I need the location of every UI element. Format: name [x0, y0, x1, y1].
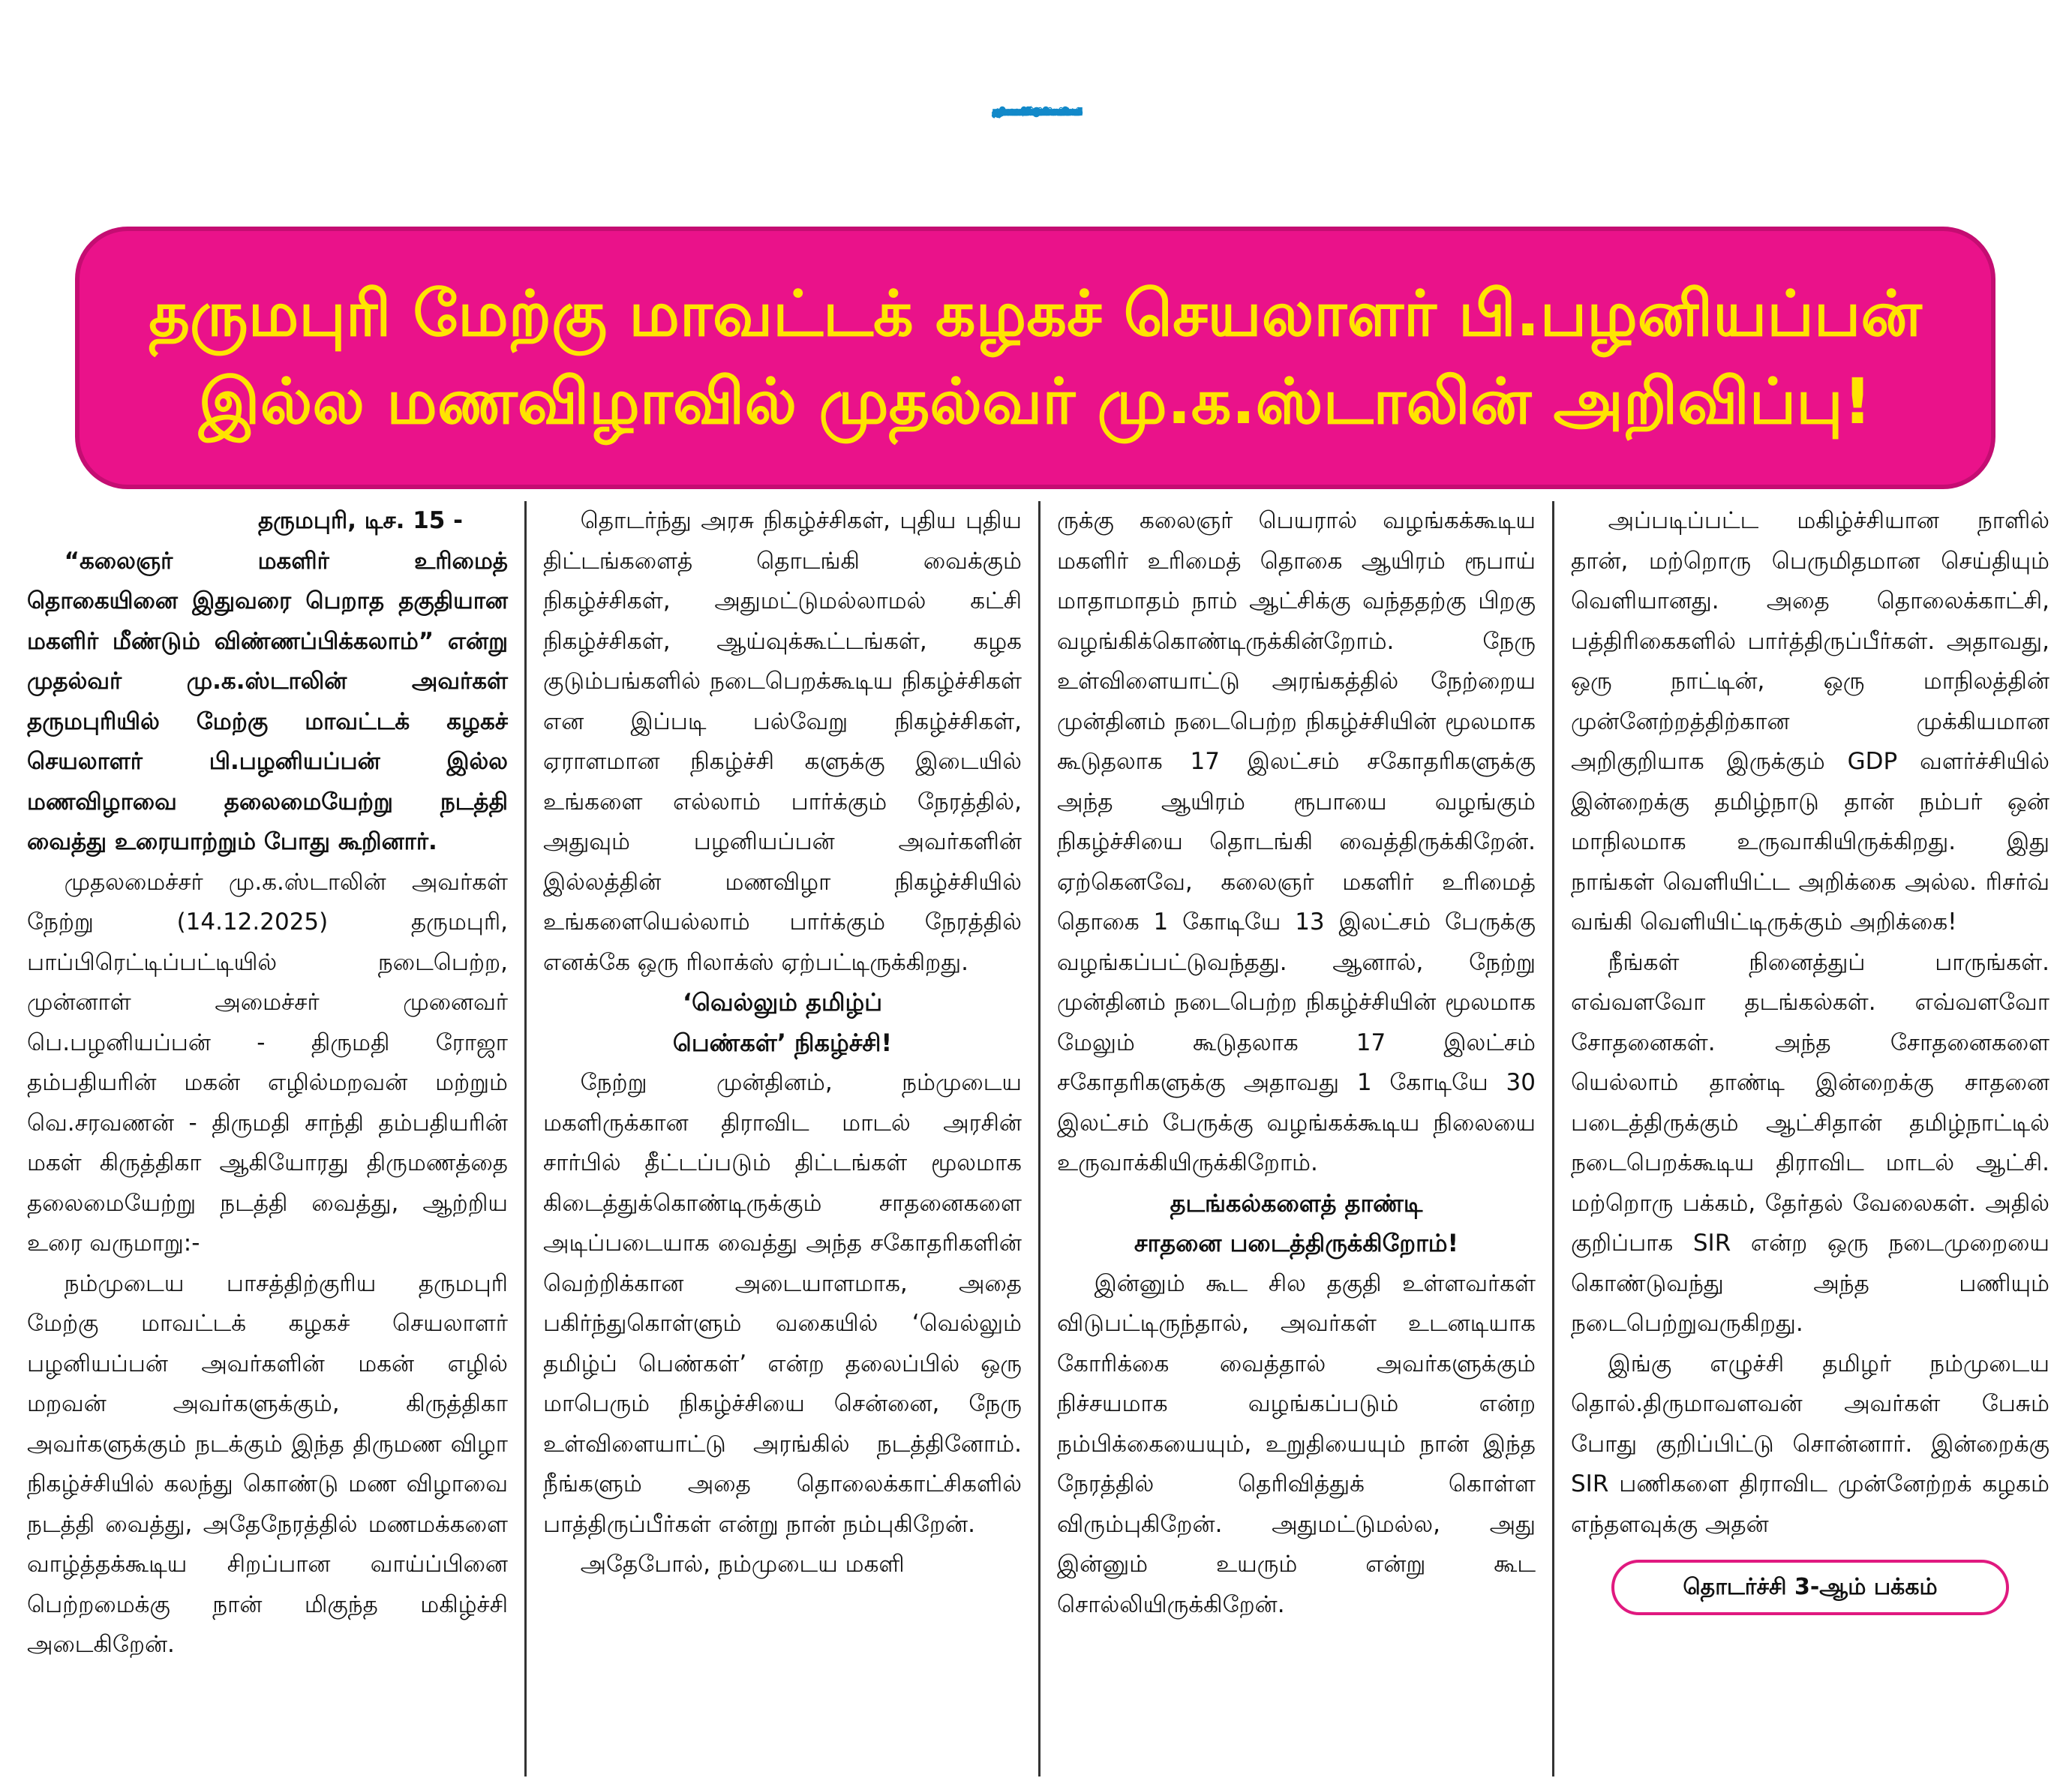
paragraph: ருக்கு கலைஞர் பெயரால் வழங்கக்கூடிய மகளிர் உரிமைத் தொகை ஆயிரம் ரூபாய் மாதாமாதம் நாம் ஆட்சிக்கு வந்ததற்கு பிறகு வழங்கிக்கொண்டிருக்கின்றோம். நேரு உள்விளையாட்டு அரங்கத்தில் நேற்றைய முன்தினம் நடைபெற்ற நிகழ்ச்சியின் மூலமாக கூடுதலாக 17 இலட்சம் சகோதரிகளுக்கு அந்த ஆயிரம் ரூபாயை வழங்கும் நிகழ்ச்சியை தொடங்கி வைத்திருக்கிறேன். ஏற்கெனவே, கலைஞர் மகளிர் உரிமைத் தொகை 1 கோடியே 13 இலட்சம் பேருக்கு வழங்கப்பட்டுவந்தது. ஆனால், நேற்று முன்தினம் நடைபெற்ற நிகழ்ச்சியின் மூலமாக மேலும் கூடுதலாக 17 இலட்சம் சகோதரிகளுக்கு அதாவது 1 கோடியே 30 இலட்சம் பேருக்கு வழங்கக்கூடிய நிலையை உருவாக்கியிருக்கிறோம்.	[1057, 507, 1536, 1176]
subheading: ‘வெல்லும் தமிழ்ப்	[682, 988, 882, 1017]
subheading: சாதனை படைத்திருக்கிறோம்!	[1134, 1229, 1459, 1257]
column-4	[1552, 501, 2066, 1776]
subheading: பெண்கள்’ நிகழ்ச்சி!	[672, 1028, 893, 1057]
paragraph: இங்கு எழுச்சி தமிழர் நம்முடைய தொல்.திருமாவளவன் அவர்கள் பேசும் போது குறிப்பிட்டு சொன்னார். இன்றைக்கு SIR பணிகளை திராவிட முன்னேற்றக் கழகம் எந்தளவுக்கு அதன்	[1571, 1350, 2049, 1538]
paragraph: நம்முடைய பாசத்திற்குரிய தருமபுரி மேற்கு மாவட்டக் கழகச் செயலாளர் பழனியப்பன் அவர்களின் மகன் எழில் மறவன் அவர்களுக்கும், கிருத்திகா அவர்களுக்கும் நடக்கும் இந்த திருமண விழா நிகழ்ச்சியில் கலந்து கொண்டு மண விழாவை நடத்தி வைத்து, அதேநேரத்தில் மணமக்களை வாழ்த்தக்கூடிய சிறப்பான வாய்ப்பினை பெற்றமைக்கு நான் மிகுந்த மகிழ்ச்சி அடைகிறேன்.	[27, 1269, 508, 1658]
main-headline: தகுதியான மகளிர் மீண்டும் விண்ணப்பிக்கலாம்!	[992, 108, 1080, 116]
dateline: தருமபுரி, டிச. 15 -	[257, 507, 463, 534]
paragraph: முதலமைச்சர் மு.க.ஸ்டாலின் அவர்கள் நேற்று (14.12.2025) தருமபுரி, பாப்பிரெட்டிப்பட்டியில் நடைபெற்ற, முன்னாள் அமைச்சர் முனைவர் பெ.பழனியப்பன் - திருமதி ரோஜா தம்பதியரின் மகன் எழில்மறவன் மற்றும் வெ.சரவணன் - திருமதி சாந்தி தம்பதியரின் மகள் கிருத்திகா ஆகியோரது திருமணத்தை தலைமையேற்று நடத்தி வைத்து, ஆற்றிய உரை வருமாறு:-	[27, 868, 508, 1257]
column-1	[11, 501, 524, 1776]
paragraph: அப்படிப்பட்ட மகிழ்ச்சியான நாளில் தான், மற்றொரு பெருமிதமான செய்தியும் வெளியானது. அதை தொலைக்காட்சி, பத்திரிகைகளில் பார்த்திருப்பீர்கள். அதாவது, ஒரு நாட்டின், ஒரு மாநிலத்தின் முன்னேற்றத்திற்கான முக்கியமான அறிகுறியாக இருக்கும் GDP வளர்ச்சியில் இன்றைக்கு தமிழ்நாடு தான் நம்பர் ஒன் மாநிலமாக உருவாகியிருக்கிறது. இது நாங்கள் வெளியிட்ட அறிக்கை அல்ல. ரிசர்வ் வங்கி வெளியிட்டிருக்கும் அறிக்கை!	[1571, 507, 2049, 936]
continued-on-page-box: தொடர்ச்சி 3-ஆம் பக்கம்	[1611, 1560, 2009, 1615]
article-columns	[11, 501, 2066, 1776]
paragraph: இன்னும் கூட சில தகுதி உள்ளவர்கள் விடுபட்டிருந்தால், அவர்கள் உடனடியாக கோரிக்கை வைத்தால் அவர்களுக்கும் நிச்சயமாக வழங்கப்படும் என்ற நம்பிக்கையையும், உறுதியையும் நான் இந்த நேரத்தில் தெரிவித்துக் கொள்ள விரும்புகிறேன். அதுமட்டுமல்ல, அது இன்னும் உயரும் என்று கூட சொல்லியிருக்கிறேன்.	[1057, 1269, 1536, 1618]
paragraph: நீங்கள் நினைத்துப் பாருங்கள். எவ்வளவோ தடங்கல்கள். எவ்வளவோ சோதனைகள். அந்த சோதனைகளை யெல்லாம் தாண்டி இன்றைக்கு சாதனை படைத்திருக்கும் ஆட்சிதான் தமிழ்நாட்டில் நடைபெறக்கூடிய திராவிட மாடல் ஆட்சி. மற்றொரு பக்கம், தேர்தல் வேலைகள். அதில் குறிப்பாக SIR என்ற ஒரு நடைமுறையை கொண்டுவந்து அந்த பணியும் நடைபெற்றுவருகிறது.	[1571, 948, 2049, 1337]
banner-line-2: இல்ல மணவிழாவில் முதல்வர் மு.க.ஸ்டாலின் அறிவிப்பு!	[198, 365, 1872, 438]
column-3	[1038, 501, 1552, 1776]
column-2	[524, 501, 1038, 1776]
lead-paragraph: “கலைஞர் மகளிர் உரிமைத் தொகையினை இதுவரை பெறாத தகுதியான மகளிர் மீண்டும் விண்ணப்பிக்கலாம்” என்று முதல்வர் மு.க.ஸ்டாலின் அவர்கள் தருமபுரியில் மேற்கு மாவட்டக் கழகச் செயலாளர் பி.பழனியப்பன் இல்ல மணவிழாவை தலைமையேற்று நடத்தி வைத்து உரையாற்றும் போது கூறினார்.	[27, 547, 508, 855]
paragraph: அதேபோல், நம்முடைய மகளி	[580, 1551, 905, 1578]
subheadline-banner	[75, 227, 1995, 489]
subheading: தடங்கல்களைத் தாண்டி	[1170, 1188, 1423, 1218]
paragraph: நேற்று முன்தினம், நம்முடைய மகளிருக்கான திராவிட மாடல் அரசின் சார்பில் தீட்டப்படும் திட்டங்கள் மூலமாக கிடைத்துக்கொண்டிருக்கும் சாதனைகளை அடிப்படையாக வைத்து அந்த சகோதரிகளின் வெற்றிக்கான அடையாளமாக, அதை பகிர்ந்துகொள்ளும் வகையில் ‘வெல்லும் தமிழ்ப் பெண்கள்’ என்ற தலைப்பில் ஒரு மாபெரும் நிகழ்ச்சியை சென்னை, நேரு உள்விளையாட்டு அரங்கில் நடத்தினோம். நீங்களும் அதை தொலைக்காட்சிகளில் பாத்திருப்பீர்கள் என்று நான் நம்புகிறேன்.	[543, 1069, 1022, 1538]
paragraph: தொடர்ந்து அரசு நிகழ்ச்சிகள், புதிய புதிய திட்டங்களைத் தொடங்கி வைக்கும் நிகழ்ச்சிகள், அதுமட்டுமல்லாமல் கட்சி நிகழ்ச்சிகள், ஆய்வுக்கூட்டங்கள், கழக குடும்பங்களில் நடைபெறக்கூடிய நிகழ்ச்சிகள் என இப்படி பல்வேறு நிகழ்ச்சிகள், ஏராளமான நிகழ்ச்சி களுக்கு இடையில் உங்களை எல்லாம் பார்க்கும் நேரத்தில், அதுவும் பழனியப்பன் அவர்களின் இல்லத்தின் மணவிழா நிகழ்ச்சியில் உங்களையெல்லாம் பார்க்கும் நேரத்தில் எனக்கே ஒரு ரிலாக்ஸ் ஏற்பட்டிருக்கிறது.	[543, 507, 1022, 976]
banner-line-1: தருமபுரி மேற்கு மாவட்டக் கழகச் செயலாளர் பி.பழனியப்பன்	[149, 277, 1922, 351]
